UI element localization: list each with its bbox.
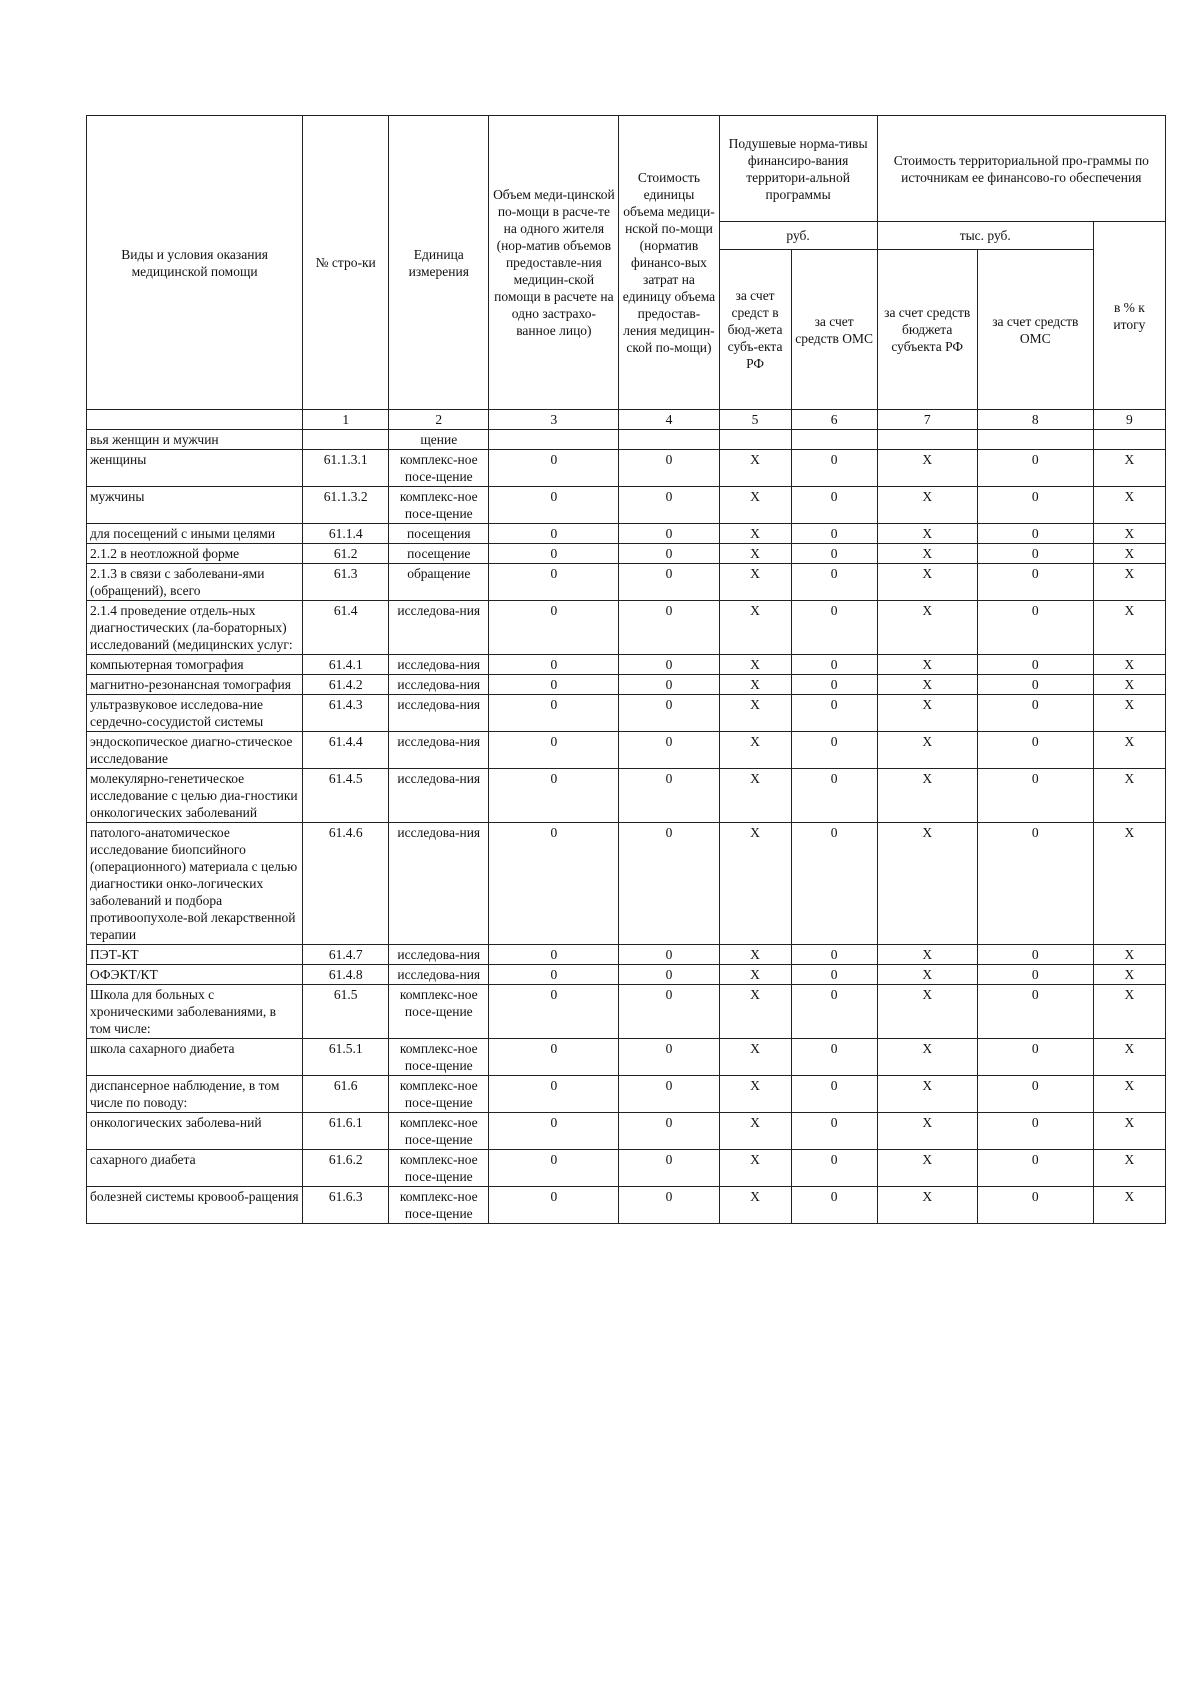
cell-volume: 0	[489, 945, 619, 965]
cell-cost-budget: X	[877, 675, 977, 695]
cell-service-name: патолого-анатомическое исследование биопсийного (операционного) материала с целью диагностики онко-логических заболеваний и подбора противоопухоле-вой лекарственной терапии	[87, 823, 303, 945]
cell-row-number: 61.4.5	[303, 769, 389, 823]
cell-percap-oms: 0	[791, 675, 877, 695]
cell-percent: X	[1093, 450, 1165, 487]
cell-percent: X	[1093, 695, 1165, 732]
cell-percap-budget: X	[719, 524, 791, 544]
cell-volume: 0	[489, 601, 619, 655]
cell-percent: X	[1093, 601, 1165, 655]
cell-cost-oms: 0	[977, 945, 1093, 965]
cell-cost-oms: 0	[977, 732, 1093, 769]
cell-cost-oms: 0	[977, 695, 1093, 732]
cell-unit-cost: 0	[619, 1187, 719, 1224]
cell-unit-cost: 0	[619, 544, 719, 564]
cell-row-number: 61.6.1	[303, 1113, 389, 1150]
cell-percap-budget: X	[719, 1150, 791, 1187]
cell-percent: X	[1093, 524, 1165, 544]
header-sub-oms-thousand: за счет средств ОМС	[977, 250, 1093, 410]
cell-row-number: 61.4.8	[303, 965, 389, 985]
table-row	[87, 965, 1166, 985]
cell-service-name: ультразвуковое исследова-ние сердечно-сосудистой системы	[87, 695, 303, 732]
cell-cost-budget: X	[877, 487, 977, 524]
cell-cost-budget: X	[877, 450, 977, 487]
cell-service-name: эндоскопическое диагно-стическое исследование	[87, 732, 303, 769]
cell-row-number: 61.4.6	[303, 823, 389, 945]
cell-unit-cost: 0	[619, 601, 719, 655]
column-numbers-row	[87, 410, 1166, 430]
cell-row-number: 61.4.7	[303, 945, 389, 965]
column-number: 7	[877, 410, 977, 430]
cell-service-name: 2.1.2 в неотложной форме	[87, 544, 303, 564]
cell-cost-budget: X	[877, 655, 977, 675]
cell-cost-oms: 0	[977, 675, 1093, 695]
cell-percap-oms: 0	[791, 823, 877, 945]
cell-cost-budget: X	[877, 1150, 977, 1187]
cell-cost-oms	[977, 430, 1093, 450]
cell-percap-budget: X	[719, 655, 791, 675]
cell-percent: X	[1093, 985, 1165, 1039]
cell-percap-budget: X	[719, 965, 791, 985]
cell-unit: щение	[389, 430, 489, 450]
cell-cost-oms: 0	[977, 601, 1093, 655]
cell-unit: исследова-ния	[389, 769, 489, 823]
cell-percap-budget: X	[719, 985, 791, 1039]
cell-percap-budget	[719, 430, 791, 450]
cell-row-number: 61.3	[303, 564, 389, 601]
cell-percent: X	[1093, 823, 1165, 945]
header-unit: Единица измерения	[389, 116, 489, 410]
cell-cost-oms: 0	[977, 769, 1093, 823]
cell-row-number: 61.1.3.1	[303, 450, 389, 487]
cell-row-number: 61.5.1	[303, 1039, 389, 1076]
table-row	[87, 487, 1166, 524]
cell-percent	[1093, 430, 1165, 450]
table-row	[87, 430, 1166, 450]
cell-cost-budget: X	[877, 564, 977, 601]
cell-volume: 0	[489, 823, 619, 945]
cell-unit-cost: 0	[619, 655, 719, 675]
cell-percap-oms: 0	[791, 1113, 877, 1150]
cell-percap-oms: 0	[791, 524, 877, 544]
cell-percent: X	[1093, 1039, 1165, 1076]
financing-table	[86, 115, 1166, 1224]
cell-cost-oms: 0	[977, 823, 1093, 945]
column-number: 1	[303, 410, 389, 430]
cell-service-name: онкологических заболева-ний	[87, 1113, 303, 1150]
cell-percent: X	[1093, 1187, 1165, 1224]
cell-unit: комплекс-ное посе-щение	[389, 1039, 489, 1076]
table-row	[87, 675, 1166, 695]
cell-percap-budget: X	[719, 1187, 791, 1224]
cell-percap-oms: 0	[791, 487, 877, 524]
cell-volume: 0	[489, 487, 619, 524]
cell-percap-budget: X	[719, 675, 791, 695]
cell-row-number: 61.6.3	[303, 1187, 389, 1224]
cell-percent: X	[1093, 655, 1165, 675]
cell-volume: 0	[489, 544, 619, 564]
cell-row-number: 61.4.4	[303, 732, 389, 769]
header-sub-oms-rub: за счет средств ОМС	[791, 250, 877, 410]
table-row	[87, 601, 1166, 655]
header-program-cost: Стоимость территориальной про-граммы по источникам ее финансово-го обеспечения	[877, 116, 1165, 222]
cell-unit: исследова-ния	[389, 965, 489, 985]
cell-percent: X	[1093, 1076, 1165, 1113]
cell-unit: комплекс-ное посе-щение	[389, 1113, 489, 1150]
table-row	[87, 823, 1166, 945]
cell-percap-budget: X	[719, 564, 791, 601]
table-row	[87, 1039, 1166, 1076]
cell-cost-oms: 0	[977, 544, 1093, 564]
cell-percap-oms: 0	[791, 1150, 877, 1187]
cell-row-number: 61.4	[303, 601, 389, 655]
cell-row-number: 61.5	[303, 985, 389, 1039]
table-row	[87, 655, 1166, 675]
cell-volume: 0	[489, 1150, 619, 1187]
cell-volume: 0	[489, 985, 619, 1039]
cell-service-name: 2.1.4 проведение отдель-ных диагностических (ла-бораторных) исследований (медицинских услуг:	[87, 601, 303, 655]
cell-percent: X	[1093, 564, 1165, 601]
cell-cost-oms: 0	[977, 524, 1093, 544]
cell-percap-budget: X	[719, 450, 791, 487]
cell-service-name: 2.1.3 в связи с заболевани-ями (обращений), всего	[87, 564, 303, 601]
table-row	[87, 564, 1166, 601]
cell-percap-oms: 0	[791, 544, 877, 564]
cell-cost-oms: 0	[977, 965, 1093, 985]
cell-unit: обращение	[389, 564, 489, 601]
column-number: 6	[791, 410, 877, 430]
cell-percap-budget: X	[719, 945, 791, 965]
cell-row-number: 61.4.2	[303, 675, 389, 695]
cell-cost-budget: X	[877, 945, 977, 965]
cell-unit-cost: 0	[619, 1113, 719, 1150]
column-number: 8	[977, 410, 1093, 430]
cell-percent: X	[1093, 675, 1165, 695]
cell-cost-budget: X	[877, 524, 977, 544]
cell-unit-cost: 0	[619, 695, 719, 732]
cell-cost-budget: X	[877, 1076, 977, 1113]
cell-percap-oms: 0	[791, 564, 877, 601]
table-row	[87, 732, 1166, 769]
column-number: 4	[619, 410, 719, 430]
header-row-number: № стро-ки	[303, 116, 389, 410]
cell-percap-oms: 0	[791, 601, 877, 655]
header-unit-thousand-rub: тыс. руб.	[877, 222, 1093, 250]
cell-cost-oms: 0	[977, 1039, 1093, 1076]
cell-unit-cost: 0	[619, 1076, 719, 1113]
cell-cost-budget: X	[877, 1039, 977, 1076]
table-row	[87, 985, 1166, 1039]
cell-percap-oms: 0	[791, 732, 877, 769]
cell-volume: 0	[489, 965, 619, 985]
cell-volume: 0	[489, 675, 619, 695]
cell-percent: X	[1093, 1150, 1165, 1187]
cell-service-name: компьютерная томография	[87, 655, 303, 675]
cell-row-number: 61.1.3.2	[303, 487, 389, 524]
cell-cost-budget: X	[877, 1187, 977, 1224]
cell-unit: комплекс-ное посе-щение	[389, 1150, 489, 1187]
cell-cost-budget: X	[877, 985, 977, 1039]
header-percent-total: в % к итогу	[1093, 222, 1165, 410]
cell-volume: 0	[489, 655, 619, 675]
cell-percent: X	[1093, 769, 1165, 823]
cell-cost-budget: X	[877, 1113, 977, 1150]
cell-service-name: сахарного диабета	[87, 1150, 303, 1187]
cell-unit-cost: 0	[619, 675, 719, 695]
cell-percap-budget: X	[719, 823, 791, 945]
cell-percent: X	[1093, 1113, 1165, 1150]
cell-service-name: ПЭТ-КТ	[87, 945, 303, 965]
cell-percap-oms: 0	[791, 695, 877, 732]
cell-percap-oms	[791, 430, 877, 450]
cell-row-number: 61.6.2	[303, 1150, 389, 1187]
header-sub-budget-thousand: за счет средств бюджета субъекта РФ	[877, 250, 977, 410]
cell-percap-oms: 0	[791, 965, 877, 985]
cell-service-name: мужчины	[87, 487, 303, 524]
cell-percap-budget: X	[719, 769, 791, 823]
cell-percap-oms: 0	[791, 655, 877, 675]
cell-unit: исследова-ния	[389, 945, 489, 965]
table-row	[87, 1113, 1166, 1150]
cell-volume: 0	[489, 1113, 619, 1150]
cell-volume: 0	[489, 1039, 619, 1076]
cell-percap-budget: X	[719, 601, 791, 655]
cell-volume: 0	[489, 769, 619, 823]
cell-cost-oms: 0	[977, 564, 1093, 601]
cell-percap-budget: X	[719, 1113, 791, 1150]
cell-cost-oms: 0	[977, 1113, 1093, 1150]
cell-cost-budget: X	[877, 732, 977, 769]
cell-percent: X	[1093, 544, 1165, 564]
column-number	[87, 410, 303, 430]
cell-volume: 0	[489, 524, 619, 544]
cell-row-number	[303, 430, 389, 450]
table-row	[87, 945, 1166, 965]
cell-percent: X	[1093, 965, 1165, 985]
cell-percent: X	[1093, 945, 1165, 965]
cell-percent: X	[1093, 487, 1165, 524]
table-row	[87, 1150, 1166, 1187]
column-number: 9	[1093, 410, 1165, 430]
table-row	[87, 524, 1166, 544]
header-per-capita: Подушевые норма-тивы финансиро-вания территори-альной программы	[719, 116, 877, 222]
cell-cost-budget: X	[877, 601, 977, 655]
cell-volume: 0	[489, 1187, 619, 1224]
cell-service-name: женщины	[87, 450, 303, 487]
header-unit-cost: Стоимость единицы объема медици-нской по-мощи (норматив финансо-вых затрат на единицу объема предостав-ления медицин-ской по-мощи)	[619, 116, 719, 410]
table-row	[87, 450, 1166, 487]
header-unit-rub: руб.	[719, 222, 877, 250]
cell-unit: комплекс-ное посе-щение	[389, 985, 489, 1039]
column-number: 3	[489, 410, 619, 430]
cell-percap-oms: 0	[791, 769, 877, 823]
cell-percap-oms: 0	[791, 450, 877, 487]
cell-row-number: 61.2	[303, 544, 389, 564]
cell-unit-cost: 0	[619, 945, 719, 965]
cell-service-name: вья женщин и мужчин	[87, 430, 303, 450]
cell-volume: 0	[489, 732, 619, 769]
cell-service-name: для посещений с иными целями	[87, 524, 303, 544]
cell-unit-cost: 0	[619, 965, 719, 985]
header-name: Виды и условия оказания медицинской помощи	[87, 116, 303, 410]
column-number: 2	[389, 410, 489, 430]
cell-unit-cost: 0	[619, 524, 719, 544]
cell-unit-cost: 0	[619, 487, 719, 524]
table-row	[87, 544, 1166, 564]
cell-unit-cost: 0	[619, 732, 719, 769]
cell-row-number: 61.4.3	[303, 695, 389, 732]
cell-cost-oms: 0	[977, 1187, 1093, 1224]
cell-percap-budget: X	[719, 1076, 791, 1113]
cell-cost-oms: 0	[977, 487, 1093, 524]
cell-percap-budget: X	[719, 732, 791, 769]
cell-unit-cost: 0	[619, 823, 719, 945]
cell-unit: посещение	[389, 544, 489, 564]
cell-cost-oms: 0	[977, 985, 1093, 1039]
cell-row-number: 61.6	[303, 1076, 389, 1113]
column-number: 5	[719, 410, 791, 430]
cell-row-number: 61.4.1	[303, 655, 389, 675]
cell-cost-oms: 0	[977, 1076, 1093, 1113]
cell-cost-oms: 0	[977, 450, 1093, 487]
cell-percent: X	[1093, 732, 1165, 769]
table-row	[87, 769, 1166, 823]
table-row	[87, 1187, 1166, 1224]
cell-volume: 0	[489, 1076, 619, 1113]
cell-cost-oms: 0	[977, 1150, 1093, 1187]
cell-percap-oms: 0	[791, 985, 877, 1039]
cell-percap-oms: 0	[791, 1039, 877, 1076]
cell-unit: исследова-ния	[389, 655, 489, 675]
cell-unit: посещения	[389, 524, 489, 544]
cell-cost-budget: X	[877, 823, 977, 945]
table-row	[87, 695, 1166, 732]
cell-cost-budget: X	[877, 544, 977, 564]
cell-unit-cost: 0	[619, 1150, 719, 1187]
cell-service-name: школа сахарного диабета	[87, 1039, 303, 1076]
header-volume: Объем меди-цинской по-мощи в расче-те на одного жителя (нор-матив объемов предоставле-ния медицин-ской помощи в расчете на одно застрахо-ванное лицо)	[489, 116, 619, 410]
cell-percap-budget: X	[719, 1039, 791, 1076]
cell-service-name: Школа для больных с хроническими заболеваниями, в том числе:	[87, 985, 303, 1039]
cell-unit-cost	[619, 430, 719, 450]
cell-volume: 0	[489, 695, 619, 732]
cell-service-name: магнитно-резонансная томография	[87, 675, 303, 695]
cell-percap-budget: X	[719, 487, 791, 524]
cell-unit-cost: 0	[619, 450, 719, 487]
cell-cost-budget	[877, 430, 977, 450]
cell-service-name: молекулярно-генетическое исследование с целью диа-гностики онкологических заболеваний	[87, 769, 303, 823]
cell-unit: исследова-ния	[389, 695, 489, 732]
cell-cost-budget: X	[877, 695, 977, 732]
cell-service-name: ОФЭКТ/КТ	[87, 965, 303, 985]
table-header	[87, 116, 1166, 430]
cell-unit: исследова-ния	[389, 732, 489, 769]
cell-unit-cost: 0	[619, 564, 719, 601]
cell-unit: комплекс-ное посе-щение	[389, 1076, 489, 1113]
cell-volume	[489, 430, 619, 450]
cell-percap-oms: 0	[791, 945, 877, 965]
cell-cost-budget: X	[877, 769, 977, 823]
cell-percap-oms: 0	[791, 1076, 877, 1113]
cell-volume: 0	[489, 450, 619, 487]
cell-unit: исследова-ния	[389, 601, 489, 655]
cell-percap-budget: X	[719, 695, 791, 732]
table-row	[87, 1076, 1166, 1113]
cell-cost-budget: X	[877, 965, 977, 985]
cell-row-number: 61.1.4	[303, 524, 389, 544]
cell-unit: комплекс-ное посе-щение	[389, 450, 489, 487]
cell-unit: исследова-ния	[389, 823, 489, 945]
cell-unit: комплекс-ное посе-щение	[389, 487, 489, 524]
cell-unit: исследова-ния	[389, 675, 489, 695]
cell-service-name: диспансерное наблюдение, в том числе по поводу:	[87, 1076, 303, 1113]
cell-percap-budget: X	[719, 544, 791, 564]
cell-volume: 0	[489, 564, 619, 601]
header-sub-budget-rub: за счет средст в бюд-жета субъ-екта РФ	[719, 250, 791, 410]
cell-unit-cost: 0	[619, 769, 719, 823]
cell-unit-cost: 0	[619, 985, 719, 1039]
table-body	[87, 430, 1166, 1224]
cell-unit: комплекс-ное посе-щение	[389, 1187, 489, 1224]
cell-service-name: болезней системы кровооб-ращения	[87, 1187, 303, 1224]
cell-percap-oms: 0	[791, 1187, 877, 1224]
cell-cost-oms: 0	[977, 655, 1093, 675]
cell-unit-cost: 0	[619, 1039, 719, 1076]
